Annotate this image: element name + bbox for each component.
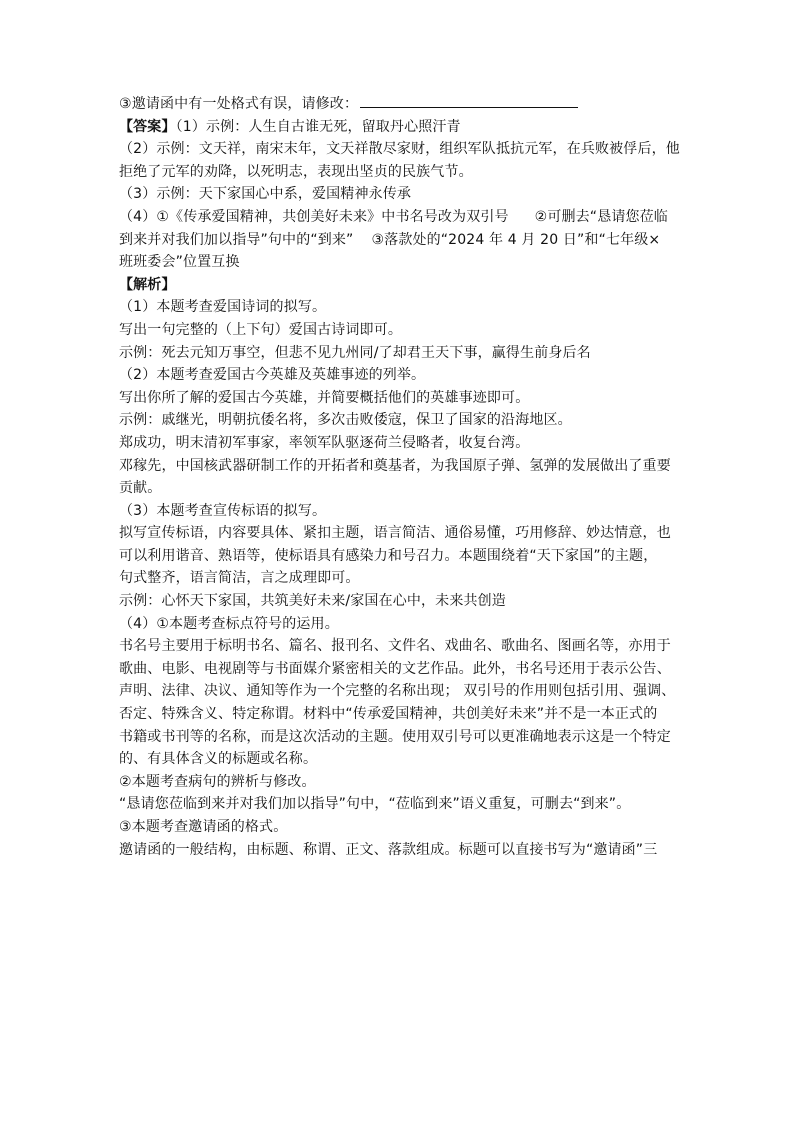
analysis-label: 【解析】: [119, 276, 176, 293]
analysis-line-12: 可以利用谐音、熟语等，使标语具有感染力和号召力。本题围绕着“天下家国”的主题，: [119, 547, 658, 564]
analysis-line-2: 写出一句完整的（上下句）爱国古诗词即可。: [119, 321, 402, 338]
analysis-line-23: “恳请您莅临到来并对我们加以指导”句中，“莅临到来”语义重复，可删去“到来”。: [119, 796, 631, 813]
analysis-line-11: 拟写宣传标语，内容要具体、紧扣主题，语言简洁、通俗易懂，巧用修辞、妙达情意，也: [119, 525, 671, 542]
question-3-line: [119, 93, 679, 116]
answer-1-text: （1）示例：人生自古谁无死，留取丹心照汗青: [175, 118, 461, 135]
answer-4-part-2: ②可删去“恳请您莅临: [534, 208, 668, 225]
answer-4-part-2-cont: 到来并对我们加以指导”句中的“到来”: [119, 231, 354, 248]
answer-line-1: [119, 116, 679, 139]
answer-line-3: 拒绝了元军的劝降，以死明志，表现出坚贞的民族气节。: [119, 163, 473, 180]
answer-line-4: （3）示例：天下家国心中系，爱国精神永传承: [119, 186, 412, 203]
analysis-line-19: 否定、特殊含义、特定称谓。材料中“传承爱国精神，共创美好未来”并不是一本正式的: [119, 706, 658, 723]
answer-line-6: [119, 229, 679, 252]
analysis-line-21: 的、有具体含义的标题或名称。: [119, 751, 318, 768]
analysis-line-18: 声明、法律、决议、通知等作为一个完整的名称出现； 双引号的作用则包括引用、强调、: [119, 683, 676, 700]
analysis-line-3: 示例：死去元知万事空，但悲不见九州同/了却君王天下事，赢得生前身后名: [119, 344, 591, 361]
answer-4-part-1: （4）①《传承爱国精神，共创美好未来》中书名号改为双引号: [119, 208, 509, 225]
analysis-line-25: 邀请函的一般结构，由标题、称谓、正文、落款组成。标题可以直接书写为“邀请函”三: [119, 841, 658, 858]
analysis-line-24: ③本题考查邀请函的格式。: [119, 819, 288, 835]
question-3-text: ③邀请函中有一处格式有误，请修改：: [119, 96, 359, 112]
analysis-line-20: 书籍或书刊等的名称，而是这次活动的主题。使用双引号可以更准确地表示这是一个特定: [119, 728, 671, 745]
analysis-line-16: 书名号主要用于标明书名、篇名、报刊名、文件名、戏曲名、歌曲名、图画名等，亦用于: [119, 638, 671, 655]
analysis-line-8: 邓稼先，中国核武器研制工作的开拓者和奠基者，为我国原子弹、氢弹的发展做出了重要: [119, 457, 671, 474]
analysis-line-6: 示例：戚继光，明朝抗倭名将，多次击败倭寇，保卫了国家的沿海地区。: [119, 412, 572, 429]
analysis-line-22: ②本题考查病句的辨析与修改。: [119, 773, 316, 790]
answer-4-part-3: ③落款处的“2024 年 4 月 20 日”和“七年级×: [371, 231, 661, 248]
answer-line-5: [119, 206, 679, 229]
analysis-line-17: 歌曲、电影、电视剧等与书面媒介紧密相关的文艺作品。此外，书名号还用于表示公告、: [119, 660, 671, 677]
answer-line-7: 班班委会”位置互换: [119, 254, 240, 271]
answer-blank[interactable]: [360, 93, 578, 108]
analysis-line-4: （2）本题考查爱国古今英雄及英雄事迹的列举。: [119, 367, 426, 384]
analysis-line-9: 贡献。: [119, 480, 162, 497]
analysis-line-13: 句式整齐，语言简洁，言之成理即可。: [119, 570, 360, 587]
analysis-line-7: 郑成功，明末清初军事家，率领军队驱逐荷兰侵略者，收复台湾。: [119, 434, 530, 451]
analysis-line-15: （4）①本题考查标点符号的运用。: [119, 615, 339, 632]
analysis-line-1: （1）本题考查爱国诗词的拟写。: [119, 299, 327, 316]
analysis-line-10: （3）本题考查宣传标语的拟写。: [119, 502, 327, 519]
analysis-line-5: 写出你所了解的爱国古今英雄，并简要概括他们的英雄事迹即可。: [119, 389, 530, 406]
analysis-line-14: 示例：心怀天下家国，共筑美好未来/家国在心中，未来共创造: [119, 593, 506, 610]
answer-label: 【答案】: [119, 118, 176, 135]
answer-content: [119, 93, 679, 861]
answer-line-2: （2）示例：文天祥，南宋末年，文天祥散尽家财，组织军队抵抗元军，在兵败被俘后，他: [119, 141, 680, 158]
